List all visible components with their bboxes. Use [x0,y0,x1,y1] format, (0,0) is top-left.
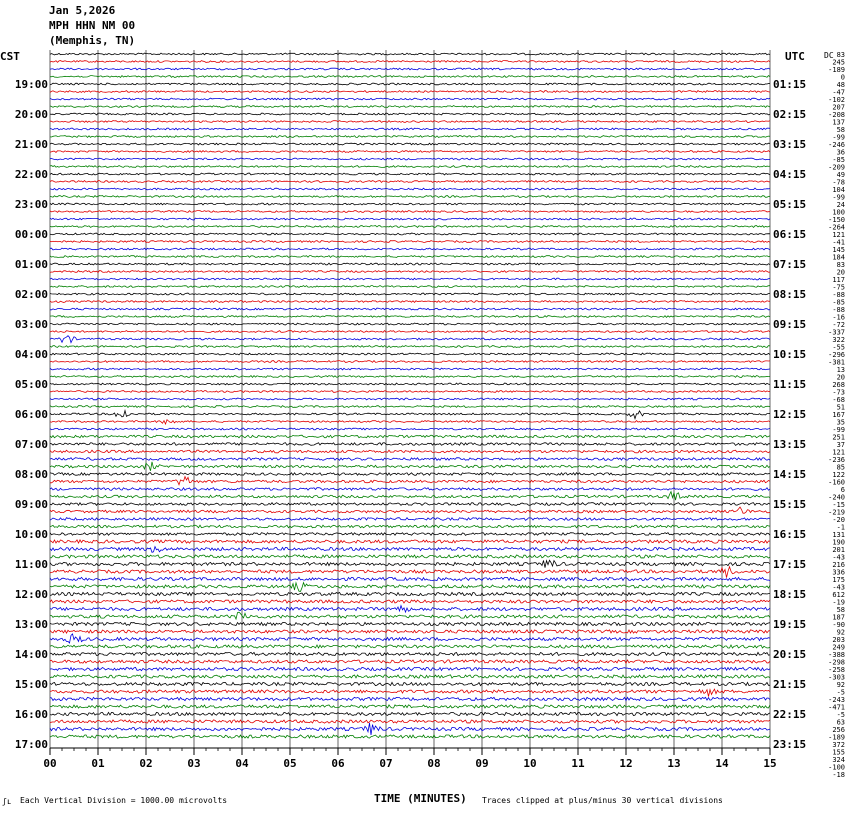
dc-offset-label: 184 [832,253,845,262]
corner-mark: ʃʟ [2,797,12,806]
dc-offset-label: 83 [836,261,845,269]
dc-offset-label: 122 [832,471,845,479]
dc-offset-label: -99 [832,193,845,202]
trace-row [50,567,770,578]
trace-row [50,450,770,453]
dc-offset-label: -208 [828,111,845,119]
left-hour-label: 07:00 [14,438,48,451]
left-hour-label: 11:00 [14,558,48,571]
dc-offset-label: -102 [828,96,845,104]
x-tick-label: 04 [235,757,249,770]
scale-note: Each Vertical Division = 1000.00 microvolts [20,796,228,805]
trace-row [50,68,770,70]
dc-offset-label: -99 [832,426,845,434]
trace-row [50,361,770,363]
dc-offset-label: 104 [832,186,845,194]
dc-offset-label: 268 [832,381,845,389]
dc-offset-label: 167 [832,411,845,419]
dc-offset-label: -78 [832,178,845,187]
clip-note: Traces clipped at plus/minus 30 vertical divisions [482,796,723,805]
trace-row [50,98,770,100]
right-hour-label: 14:15 [773,468,807,481]
trace-row [50,331,770,333]
trace-row [50,353,770,355]
trace-row [50,376,770,378]
left-hour-label: 05:00 [14,378,48,391]
trace-row [50,560,770,567]
left-hour-label: 01:00 [14,258,48,271]
trace-row [50,492,770,500]
dc-offset-label: -471 [828,703,845,712]
x-tick-label: 14 [715,757,729,770]
trace-row [50,233,770,235]
dc-offset-label: 63 [836,718,845,727]
trace-row [50,612,770,619]
trace-row [50,503,770,506]
left-hour-label: 04:00 [14,348,48,361]
trace-row [50,458,770,461]
trace-row [50,391,770,393]
dc-offset-label: 92 [836,628,845,637]
right-hour-label: 23:15 [773,738,807,751]
trace-row [50,121,770,123]
dc-offset-label: -47 [832,88,845,97]
dc-offset-label: -75 [832,283,845,292]
trace-row [50,278,770,280]
dc-offset-label: -20 [832,516,845,524]
dc-offset-label: -298 [828,658,845,667]
dc-offset-label: -90 [832,621,845,629]
right-hour-label: 07:15 [773,258,807,271]
x-tick-label: 11 [571,757,585,770]
trace-row [50,323,770,325]
trace-row [50,211,770,213]
trace-row [50,682,770,685]
dc-offset-label: -88 [832,306,845,314]
dc-offset-label: 36 [836,148,845,157]
trace-row [50,113,770,115]
dc-offset-label: 612 [832,591,845,599]
dc-offset-label: 49 [836,171,845,179]
dc-offset-label: 20 [836,373,845,382]
left-hour-label: 15:00 [14,678,48,691]
dc-offset-label: -88 [832,291,845,299]
trace-row [50,723,770,735]
trace-row [50,420,770,424]
x-tick-label: 06 [331,757,345,770]
trace-row [50,443,770,446]
trace-row [50,368,770,370]
dc-offset-label: 372 [832,741,845,749]
x-tick-label: 08 [427,757,441,770]
dc-offset-label: 190 [832,538,845,547]
dc-offset-label: -150 [828,216,845,224]
right-hour-label: 04:15 [773,168,807,181]
dc-offset-label: 131 [832,531,845,539]
trace-row [50,151,770,153]
dc-offset-label: 92 [836,681,845,689]
dc-offset-label: 322 [832,336,845,344]
dc-offset-label: -219 [828,508,845,517]
trace-row [50,203,770,205]
left-hour-label: 23:00 [14,198,48,211]
trace-row [50,76,770,78]
dc-offset-label: -68 [832,396,845,404]
trace-row [50,577,770,580]
left-hour-label: 21:00 [14,138,48,151]
dc-offset-label: -240 [828,493,845,502]
trace-row [50,622,770,625]
dc-offset-label: 85 [836,463,845,472]
dc-offset-label: 324 [832,756,845,764]
trace-row [50,555,770,558]
dc-offset-label: -85 [832,298,845,307]
x-tick-label: 09 [475,757,489,770]
right-hour-label: 13:15 [773,438,807,451]
dc-offset-label: 20 [836,268,845,277]
dc-offset-label: -5 [836,711,845,719]
left-hour-label: 12:00 [14,588,48,601]
dc-offset-label: -43 [832,583,845,592]
trace-row [50,477,770,485]
trace-row [50,705,770,708]
trace-row [50,398,770,400]
dc-offset-label: -73 [832,388,845,397]
trace-row [50,712,770,715]
trace-row [50,286,770,288]
left-hour-label: 06:00 [14,408,48,421]
dc-offset-label: -189 [828,66,845,74]
right-hour-label: 18:15 [773,588,807,601]
dc-offset-label: -388 [828,651,845,659]
x-tick-label: 10 [523,757,537,770]
trace-row [50,226,770,228]
trace-row [50,518,770,521]
right-hour-label: 08:15 [773,288,807,301]
dc-offset-label: -18 [832,771,845,779]
trace-row [50,592,770,595]
right-hour-label: 20:15 [773,648,807,661]
trace-row [50,634,770,643]
dc-offset-label: 35 [836,418,845,427]
left-hour-label: 13:00 [14,618,48,631]
dc-offset-label: -72 [832,321,845,329]
dc-offset-label: 256 [832,726,845,734]
trace-row [50,293,770,295]
trace-row [50,735,770,738]
right-hour-label: 17:15 [773,558,807,571]
trace-row [50,136,770,138]
left-hour-label: 20:00 [14,108,48,121]
trace-row [50,218,770,220]
right-hour-label: 09:15 [773,318,807,331]
left-hour-label: 19:00 [14,78,48,91]
x-tick-label: 03 [187,757,201,770]
dc-offset-label: -1 [836,523,845,532]
dc-offset-label: -85 [832,156,845,164]
dc-offset-label: 155 [832,748,845,757]
x-tick-label: 07 [379,757,393,770]
trace-row [50,61,770,63]
dc-offset-label: 0 [840,73,845,82]
dc-offset-label: 24 [836,201,845,209]
trace-row [50,336,770,343]
trace-row [50,689,770,696]
x-tick-label: 02 [139,757,153,770]
trace-row [50,720,770,723]
dc-offset-label: 187 [832,613,845,622]
dc-label: DC [824,51,834,60]
dc-offset-label: 121 [832,231,845,239]
trace-row [50,181,770,183]
right-hour-label: 02:15 [773,108,807,121]
trace-row [50,53,770,55]
plot-date: Jan 5,2026 [49,4,116,17]
dc-offset-label: 100 [832,208,845,217]
dc-offset-label: 37 [836,441,845,449]
left-axis-label: CST [0,50,20,63]
dc-offset-label: 137 [832,118,845,127]
dc-offset-label: 201 [832,546,845,554]
trace-row [50,263,770,265]
dc-offset-label: -381 [828,358,845,367]
trace-row [50,697,770,700]
left-hour-label: 09:00 [14,498,48,511]
dc-offset-label: -100 [828,763,845,772]
trace-row [50,600,770,603]
x-tick-label: 13 [667,757,681,770]
dc-offset-label: -258 [828,666,845,674]
right-hour-label: 03:15 [773,138,807,151]
dc-offset-label: 13 [836,366,845,374]
trace-row [50,462,770,471]
right-axis-label: UTC [785,50,805,63]
right-hour-label: 05:15 [773,198,807,211]
trace-row [50,166,770,168]
left-hour-label: 02:00 [14,288,48,301]
right-hour-label: 10:15 [773,348,807,361]
dc-offset-label: 175 [832,576,845,584]
trace-row [50,196,770,198]
dc-offset-label: 245 [832,58,845,67]
right-hour-label: 22:15 [773,708,807,721]
right-hour-label: 15:15 [773,498,807,511]
trace-row [50,630,770,633]
dc-offset-label: -41 [832,238,845,247]
dc-offset-label: -99 [832,133,845,142]
dc-offset-label: -303 [828,673,845,682]
dc-offset-label: 117 [832,276,845,284]
dc-offset-label: -43 [832,553,845,562]
trace-row [50,173,770,175]
trace-row [50,606,770,613]
trace-row [50,525,770,528]
x-tick-label: 00 [43,757,57,770]
dc-offset-label: -55 [832,343,845,352]
trace-row [50,158,770,160]
station-location: (Memphis, TN) [49,34,136,47]
dc-offset-label: 251 [832,433,845,442]
dc-offset-label: 51 [836,403,845,412]
trace-row [50,143,770,145]
dc-offset-label: -236 [828,456,845,464]
trace-row [50,346,770,348]
left-hour-label: 14:00 [14,648,48,661]
left-hour-label: 08:00 [14,468,48,481]
trace-row [50,106,770,108]
left-hour-label: 10:00 [14,528,48,541]
dc-offset-label: -209 [828,163,845,172]
dc-offset-label: -337 [828,328,845,337]
x-tick-label: 01 [91,757,105,770]
dc-offset-label: 6 [840,486,845,494]
trace-row [50,91,770,93]
trace-row [50,248,770,250]
trace-row [50,256,770,258]
left-hour-label: 16:00 [14,708,48,721]
dc-offset-label: -246 [828,141,845,149]
right-hour-label: 16:15 [773,528,807,541]
dc-offset-label: -5 [836,688,845,697]
dc-offset-label: 58 [836,126,845,134]
trace-row [50,301,770,303]
right-hour-label: 12:15 [773,408,807,421]
trace-row [50,411,770,419]
trace-row [50,271,770,273]
dc-offset-label: -15 [832,501,845,509]
right-hour-label: 11:15 [773,378,807,391]
trace-row [50,383,770,385]
trace-row [50,533,770,536]
x-axis-title: TIME (MINUTES) [374,792,467,805]
left-hour-label: 17:00 [14,738,48,751]
dc-offset-label: -16 [832,313,845,322]
trace-row [50,473,770,476]
dc-offset-label: 83 [836,51,845,59]
dc-offset-label: -243 [828,696,845,704]
trace-row [50,547,770,553]
trace-row [50,316,770,318]
dc-offset-label: 249 [832,643,845,652]
dc-offset-label: 216 [832,561,845,569]
trace-row [50,583,770,592]
trace-row [50,540,770,543]
trace-row [50,675,770,678]
dc-offset-label: -19 [832,598,845,607]
trace-row [50,507,770,513]
trace-row [50,241,770,243]
left-hour-label: 03:00 [14,318,48,331]
trace-row [50,128,770,130]
x-tick-label: 15 [763,757,777,770]
right-hour-label: 21:15 [773,678,807,691]
dc-offset-label: 203 [832,636,845,644]
right-hour-label: 06:15 [773,228,807,241]
right-hour-label: 19:15 [773,618,807,631]
station-code: MPH HHN NM 00 [49,19,136,32]
left-hour-label: 22:00 [14,168,48,181]
dc-offset-label: -296 [828,351,845,359]
dc-offset-label: 58 [836,606,845,614]
trace-row [50,188,770,190]
trace-row [50,428,770,430]
dc-offset-label: 121 [832,448,845,457]
right-hour-label: 01:15 [773,78,807,91]
dc-offset-label: -189 [828,733,845,742]
trace-row [50,308,770,310]
dc-offset-label: 145 [832,246,845,254]
trace-row [50,435,770,438]
dc-offset-label: 207 [832,103,845,112]
trace-row [50,645,770,648]
trace-row [50,83,770,85]
dc-offset-label: -264 [828,223,845,232]
x-tick-label: 05 [283,757,297,770]
dc-offset-label: 336 [832,568,845,577]
trace-row [50,652,770,655]
trace-row [50,406,770,408]
x-tick-label: 12 [619,757,633,770]
trace-row [50,488,770,491]
left-hour-label: 00:00 [14,228,48,241]
dc-offset-label: 48 [836,81,845,89]
trace-row [50,660,770,663]
trace-row [50,667,770,670]
dc-offset-label: -160 [828,478,845,487]
